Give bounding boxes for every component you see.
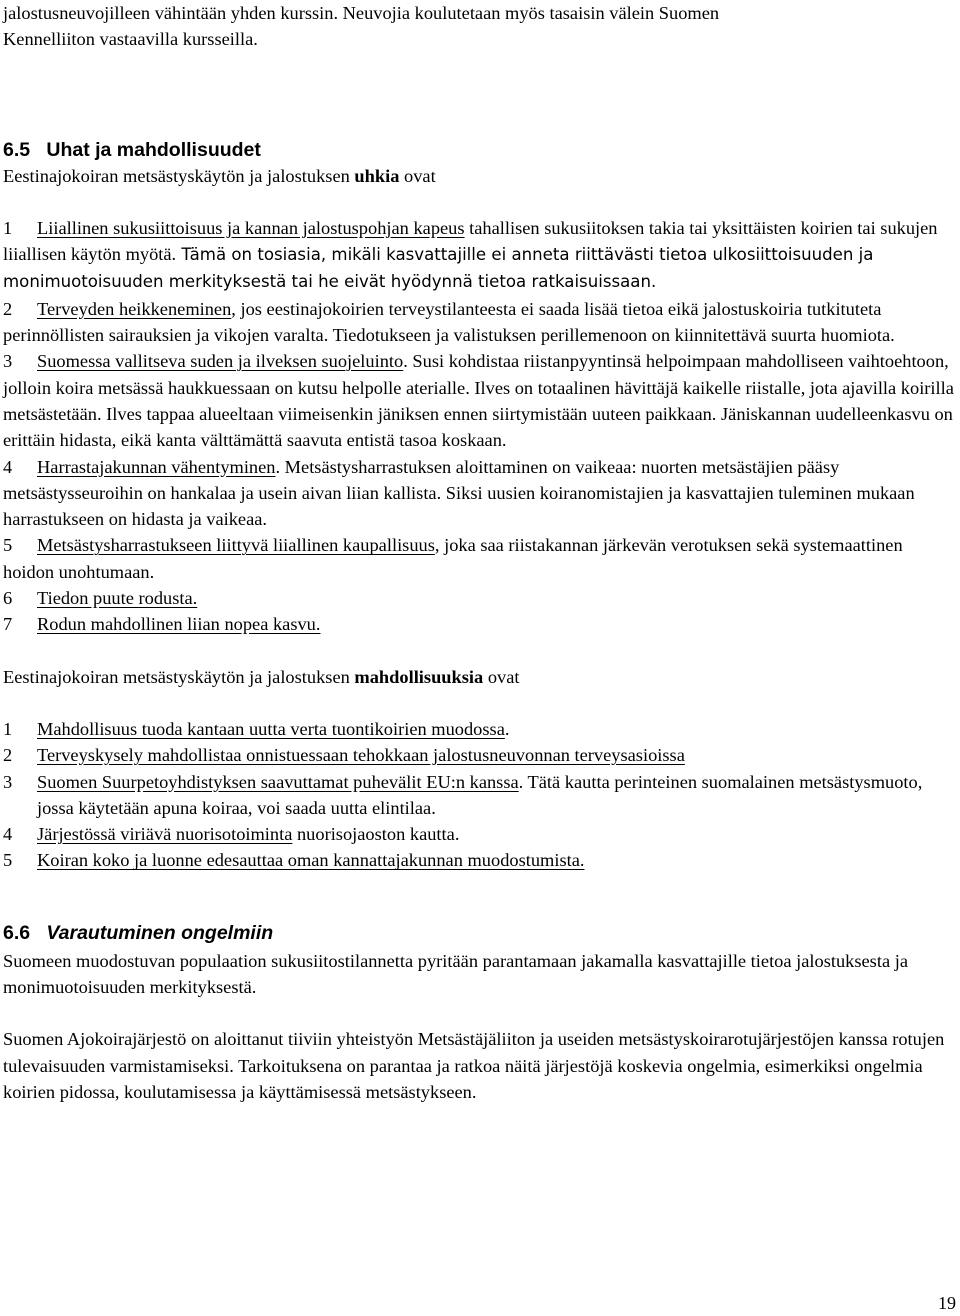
threat-item-5: [3, 532, 956, 585]
opportunity-title: Koiran koko ja luonne edesauttaa oman kannattajakunnan muodostumista.: [37, 850, 585, 871]
opportunity-title: Järjestössä viriävä nuorisotoiminta: [37, 824, 293, 845]
threat-title: Liiallinen sukusiittoisuus ja kannan jalostuspohjan kapeus: [37, 217, 465, 238]
opportunity-number: 4: [3, 824, 13, 845]
opportunity-item-5: [3, 847, 956, 873]
threat-text: , joka saa riistakannan järkevän verotuksen sekä systemaattinen hoidon unohtumaan.: [3, 535, 903, 582]
opps-lead-tail: ovat: [487, 666, 520, 687]
threat-number: 4: [3, 456, 13, 477]
intro-line-1: jalostusneuvojilleen vähintään yhden kurssin. Neuvojia koulutetaan myös tasaisin välein Suomen: [3, 3, 720, 23]
opportunities-lead: [3, 664, 956, 690]
threat-number: 2: [3, 298, 13, 319]
threat-text: . Susi kohdistaa riistanpyyntinsä helpoimpaan mahdolliseen vaihtoehtoon, jolloin koira metsässä haukkuessaan on kutsu helpolle aterialle. Ilves on totaalinen hävittäjä kaikelle riistalle, jota ajavilla koirilla metsästetään. Ilves tappaa alueeltaan viimeisenkin jäniksen ennen siirtymistään uuteen paikkaan. Jäniskannan uudelleenkasvu on erittäin hidasta, eikä kanta välttämättä saavuta entistä tasoa koskaan.: [3, 351, 954, 451]
opportunity-text: .: [504, 718, 510, 739]
opportunity-text: . Tätä kautta perinteinen suomalainen metsästysmuoto, jossa käytetään apuna koiraa, voi saada uutta elintilaa.: [37, 771, 923, 818]
threat-title: Rodun mahdollinen liian nopea kasvu.: [37, 614, 321, 635]
threat-title: Metsästysharrastukseen liittyvä liiallinen kaupallisuus: [37, 535, 435, 556]
threat-item-3: [3, 348, 956, 453]
threat-title: Terveyden heikkeneminen: [37, 298, 232, 319]
section-title: Uhat ja mahdollisuudet: [46, 138, 261, 161]
threat-text: , jos eestinajokoirien terveystilanteesta ei saada lisää tietoa eikä jalostuskoiria tutkituteta perinnöllisten sairauksien ja vikojen varalta. Tiedotukseen ja valistuksen perillemenoon on kiinnitettävä suurta huomiota.: [3, 298, 895, 346]
opportunity-item-2: [3, 742, 956, 768]
threat-title: Harrastajakunnan vähentyminen: [37, 456, 276, 477]
section-6-6-paragraph-2: Suomen Ajokoirajärjestö on aloittanut tiiviin yhteistyön Metsästäjäliiton ja useiden metsästyskoirarotujärjestöjen kanssa rotujen tulevaisuuden varmistamiseksi. Tarkoituksena on parantaa ja ratkoa näitä järjestöjä koskevia ongelmia, esimerkiksi ongelmia koirien pidossa, koulutamisessa ja käyttämisessä metsästykseen.: [3, 1029, 945, 1102]
opportunity-number: 2: [3, 745, 13, 766]
threat-number: 6: [3, 588, 13, 609]
threat-text: . Metsästysharrastuksen aloittaminen on vaikeaa: nuorten metsästäjien pääsy metsästysseuroihin on hankalaa ja usein aivan liian kallista. Siksi uusien koiranomistajien ja kasvattajien tuleminen mukaan harrastukseen on hidasta ja vaikeaa.: [3, 456, 915, 530]
opportunity-title: Terveyskysely mahdollistaa onnistuessaan tehokkaan jalostusneuvonnan terveysasioissa: [37, 745, 685, 766]
threat-number: 5: [3, 535, 13, 556]
threats-lead-bold: uhkia: [354, 165, 400, 186]
spacer: [3, 638, 956, 664]
section-number: 6.6: [3, 921, 31, 944]
spacer: [3, 690, 956, 716]
intro-line-2: Kennelliiton vastaavilla kursseilla.: [3, 29, 258, 50]
opportunity-item-4: [3, 821, 956, 847]
opportunity-number: 3: [3, 771, 13, 792]
threat-number: 1: [3, 217, 13, 238]
threat-item-4: [3, 454, 956, 533]
intro-paragraph: [3, 0, 956, 53]
opportunity-number: 5: [3, 850, 13, 871]
spacer: [3, 1000, 956, 1026]
section-6-6-paragraph-1: Suomeen muodostuvan populaation sukusiitostilannetta pyritään parantamaan jakamalla kasvattajille tietoa jalostuksesta ja monimuotoisuuden merkityksestä.: [3, 950, 908, 998]
threat-text-2: Tämä on tosiasia, mikäli kasvattajille ei anneta riittävästi tietoa ulkosiittoisuuden ja monimuotoisuuden merkityksestä tai he eivät hyödynnä tietoa ratkaisuissaan.: [3, 245, 874, 292]
threats-lead-tail: ovat: [404, 165, 436, 186]
opportunity-item-1: [3, 716, 956, 742]
threat-title: Suomessa vallitseva suden ja ilveksen suojeluinto: [37, 351, 404, 372]
opportunity-title: Mahdollisuus tuoda kantaan uutta verta tuontikoirien muodossa: [37, 718, 505, 739]
opportunity-item-3: [3, 769, 956, 822]
spacer: [3, 189, 956, 215]
spacer: [3, 874, 956, 918]
opportunity-title: Suomen Suurpetoyhdistyksen saavuttamat puhevälit EU:n kanssa: [37, 771, 519, 792]
threat-item-6: [3, 585, 956, 611]
threat-number: 3: [3, 351, 13, 372]
section-number: 6.5: [3, 138, 31, 161]
opps-lead-text: Eestinajokoiran metsästyskäytön ja jalostuksen: [3, 666, 350, 687]
section-heading-6-5: [3, 137, 956, 163]
page-number: 19: [938, 1293, 956, 1313]
threat-text: tahallisen sukusiitoksen takia tai yksittäisten koirien tai sukujen liiallisen käytön myötä.: [3, 217, 938, 265]
section-title: Varautuminen ongelmiin: [46, 921, 274, 944]
threats-lead-text: Eestinajokoiran metsästyskäytön ja jalostuksen: [3, 165, 350, 186]
opportunity-number: 1: [3, 718, 13, 739]
threats-lead: [3, 163, 956, 189]
threat-number: 7: [3, 614, 13, 635]
threat-item-1: [3, 215, 956, 296]
threat-title: Tiedon puute rodusta.: [37, 588, 198, 609]
threat-item-2: [3, 296, 956, 349]
threat-item-7: [3, 611, 956, 637]
section-heading-6-6: [3, 918, 956, 948]
opportunity-text: nuorisojaoston kautta.: [292, 824, 460, 845]
spacer: [3, 53, 956, 137]
opps-lead-bold: mahdollisuuksia: [354, 666, 484, 687]
